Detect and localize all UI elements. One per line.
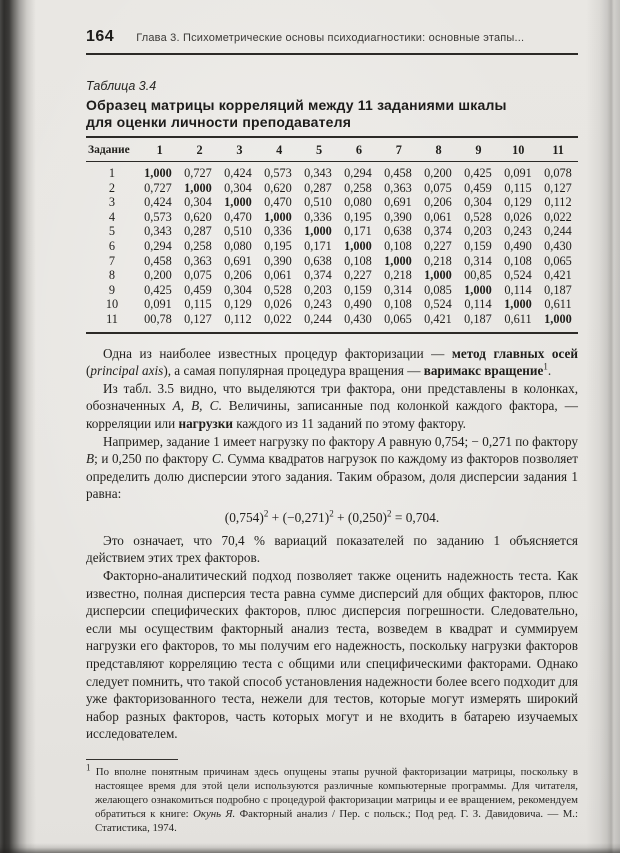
table-cell: 0,425 [144, 282, 172, 297]
book-spine-shadow [0, 0, 36, 853]
text-run: Окунь Я. [193, 807, 236, 820]
text-run: (0,754) [224, 509, 264, 525]
table-header-cell: 10 [512, 143, 525, 157]
table-cell: 0,203 [304, 282, 332, 297]
table-cell: 9 [108, 282, 116, 297]
text-run: По вполне понятным причинам здесь опущены этапы ручной факторизации матрицы, поскольку в настоящее время для этой цели используются различные компьютерные программы. Для читателя, желающего ознакомиться подробно с процедурой факторизации матрицы и ее вращением, рекомендуем обратиться к книге: [90, 766, 578, 820]
table-cell: 1,000 [384, 253, 412, 268]
table-header-row [86, 138, 578, 162]
table-row [86, 210, 578, 225]
text-run: Например, задание 1 имеет нагрузку по фактору [103, 433, 379, 449]
text-run: Одна из наиболее известных процедур факторизации — [103, 345, 452, 361]
table-cell: 0,620 [264, 180, 292, 195]
table-cell: 0,524 [504, 268, 532, 283]
text-run: Факторный анализ / Пер. с польск.; Под ред. Г. З. Давидовича. — М.: Статистика, 1974. [95, 807, 578, 834]
table-cell: 0,091 [144, 297, 172, 312]
table-cell: 0,243 [304, 297, 332, 312]
table-cell: 0,203 [464, 224, 492, 239]
table-row [86, 239, 578, 254]
table-cell: 1 [108, 166, 116, 180]
table-cell: 0,343 [304, 166, 332, 180]
table-cell: 0,510 [304, 195, 332, 210]
table-cell: 0,424 [224, 166, 252, 180]
table-cell: 0,115 [504, 180, 532, 195]
table-cell: 0,343 [144, 224, 172, 239]
table-cell: 0,390 [384, 209, 412, 224]
table-cell: 0,080 [344, 195, 372, 210]
text-run: А [378, 433, 387, 449]
table-cell: 0,187 [464, 311, 492, 326]
table-header-cell: 7 [395, 143, 402, 157]
paragraph [86, 380, 578, 433]
table-cell: 0,336 [264, 224, 292, 239]
table-row [86, 181, 578, 196]
table-cell: 0,421 [544, 268, 572, 283]
table-cell: 0,294 [344, 166, 372, 180]
paragraph [86, 532, 578, 567]
text-run: . [547, 363, 552, 379]
table-cell: 0,243 [504, 224, 532, 239]
footnote-divider [86, 759, 178, 760]
table-cell: 0,363 [184, 253, 212, 268]
text-run: Из табл. 3.5 видно, что выделяются три фактора, они представлены в колонках, обозначенных [86, 380, 578, 414]
text-run: метод главных осей [451, 345, 578, 361]
text-run: ), а самая популярная процедура вращения — [163, 363, 424, 379]
paragraph [86, 567, 578, 743]
table-cell: 0,470 [224, 209, 252, 224]
table-cell: 0,195 [264, 238, 292, 253]
table-cell: 0,115 [184, 297, 212, 312]
page-number: 164 [86, 28, 115, 45]
table-cell: 0,022 [544, 209, 572, 224]
table-cell: 0,304 [464, 195, 492, 210]
table-cell: 0,091 [504, 166, 532, 180]
text-run: равную 0,754; − 0,271 по фактору [386, 433, 578, 449]
page-content [86, 28, 578, 836]
table-cell: 0,075 [184, 268, 212, 283]
table-cell: 0,108 [384, 297, 412, 312]
table-cell: 3 [108, 195, 116, 210]
table-row [86, 297, 578, 312]
table-cell: 0,727 [184, 166, 212, 180]
table-header-cell: 5 [316, 143, 323, 157]
table-cell: 0,424 [144, 195, 172, 210]
table-cell: 0,195 [344, 209, 372, 224]
table-cell: 0,206 [424, 195, 452, 210]
table-cell: 0,287 [184, 224, 212, 239]
table-cell: 0,206 [224, 268, 252, 283]
table-cell: 1,000 [264, 209, 292, 224]
table-caption-block [86, 79, 578, 131]
table-cell: 0,459 [464, 180, 492, 195]
table-cell: 5 [108, 224, 116, 239]
text-run: + (−0,271) [268, 509, 330, 525]
table-cell: 0,528 [464, 209, 492, 224]
table-header-cell: 1 [156, 143, 163, 157]
table-cell: 0,573 [264, 166, 292, 180]
table-cell: 0,528 [264, 282, 292, 297]
table-cell: 6 [108, 238, 116, 253]
text-run: нагрузки [178, 415, 233, 431]
table-cell: 0,314 [464, 253, 492, 268]
table-cell: 4 [108, 209, 116, 224]
table-cell: 0,108 [344, 253, 372, 268]
table-cell: 0,065 [544, 253, 572, 268]
table-row [86, 312, 578, 327]
footnote-block [86, 759, 578, 836]
table-cell: 1,000 [464, 282, 492, 297]
table-cell: 0,620 [184, 209, 212, 224]
table-cell: 0,304 [224, 282, 252, 297]
text-run: варимакс вращение [423, 363, 544, 379]
text-run: С [211, 451, 221, 467]
table-cell: 0,510 [224, 224, 252, 239]
table-cell: 0,421 [424, 311, 452, 326]
table-row [86, 224, 578, 239]
table-cell: 0,022 [264, 311, 292, 326]
table-cell: 0,727 [144, 180, 172, 195]
table-row [86, 166, 578, 181]
table-cell: 0,114 [504, 282, 532, 297]
table-cell: 0,363 [384, 180, 412, 195]
table-cell: 0,425 [464, 166, 492, 180]
chapter-title: Глава 3. Психометрические основы психодиагностики: основные этапы... [136, 32, 525, 44]
paragraph [86, 433, 578, 503]
table-cell: 0,638 [304, 253, 332, 268]
table-cell: 0,374 [424, 224, 452, 239]
table-cell: 0,691 [224, 253, 252, 268]
table-cell: 0,061 [264, 268, 292, 283]
table-cell: 0,075 [424, 180, 452, 195]
text-run: + (0,250) [333, 509, 387, 525]
table-cell: 0,258 [184, 238, 212, 253]
table-cell: 0,244 [304, 311, 332, 326]
table-cell: 0,080 [224, 238, 252, 253]
table-cell: 0,258 [344, 180, 372, 195]
table-cell: 0,085 [424, 282, 452, 297]
running-head [86, 28, 578, 55]
table-row [86, 254, 578, 269]
text-run: каждого из 11 заданий по этому фактору. [232, 415, 466, 431]
text-run: В [86, 451, 95, 467]
table-cell: 0,108 [504, 253, 532, 268]
table-cell: 1,000 [504, 297, 532, 312]
table-cell: 0,244 [544, 224, 572, 239]
table-cell: 0,294 [144, 238, 172, 253]
table-cell: 1,000 [424, 268, 452, 283]
table-cell: 0,108 [384, 238, 412, 253]
text-run: 2 [386, 508, 392, 519]
table-cell: 0,112 [544, 195, 572, 210]
table-header-cell: Задание [88, 144, 130, 156]
table-cell: 0,171 [344, 224, 372, 239]
table-cell: 0,304 [224, 180, 252, 195]
table-cell: 1,000 [344, 238, 372, 253]
table-header-cell: 2 [196, 143, 203, 157]
body-text [86, 345, 578, 743]
page-edge-shadow [586, 0, 620, 853]
text-run: А, В, С [172, 398, 219, 414]
table-cell: 0,227 [424, 238, 452, 253]
table-caption-label: Таблица 3.4 [86, 79, 157, 93]
text-run: . Сумма квадратов нагрузок по каждому из факторов позволяет определить долю дисперсии этого задания. Таким образом, доля дисперсии задания 1 равна: [86, 451, 578, 502]
table-cell: 0,200 [144, 268, 172, 283]
table-header-cell: 3 [236, 143, 243, 157]
formula [86, 508, 578, 528]
table-cell: 0,611 [544, 297, 572, 312]
table-cell: 1,000 [144, 166, 172, 180]
table-cell: 8 [108, 268, 116, 283]
table-cell: 7 [108, 253, 116, 268]
table-title-line1: Образец матрицы корреляций между 11 заданиями шкалы [86, 97, 507, 113]
table-cell: 0,127 [544, 180, 572, 195]
table-cell: 0,218 [424, 253, 452, 268]
table-cell: 0,159 [464, 238, 492, 253]
table-row [86, 283, 578, 298]
text-run: ( [86, 363, 91, 379]
table-cell: 00,78 [144, 311, 172, 326]
table-row [86, 195, 578, 210]
text-run: ; и 0,250 по фактору [94, 451, 212, 467]
table-cell: 0,490 [344, 297, 372, 312]
table-cell: 0,459 [184, 282, 212, 297]
table-cell: 0,304 [184, 195, 212, 210]
table-cell: 0,336 [304, 209, 332, 224]
text-run: Это означает, что 70,4 % вариаций показателей по заданию 1 объясняется действием этих трех факторов. [86, 532, 578, 566]
text-run: = 0,704. [391, 509, 440, 525]
table-cell: 00,85 [464, 268, 492, 283]
table-header-cell: 4 [276, 143, 283, 157]
table-row [86, 268, 578, 283]
table-cell: 0,524 [424, 297, 452, 312]
table-cell: 1,000 [544, 311, 572, 326]
table-cell: 0,026 [264, 297, 292, 312]
text-run: 1 [543, 361, 548, 372]
table-cell: 0,611 [504, 311, 532, 326]
table-cell: 1,000 [304, 224, 332, 239]
table-cell: 0,200 [424, 166, 452, 180]
table-cell: 0,691 [384, 195, 412, 210]
table-cell: 0,430 [344, 311, 372, 326]
table-cell: 0,314 [384, 282, 412, 297]
table-cell: 0,458 [144, 253, 172, 268]
table-title-line2: для оценки личности преподавателя [86, 114, 352, 130]
paragraph [86, 345, 578, 380]
text-run: . Величины, записанные под колонкой каждого фактора, — корреляции или [86, 398, 578, 431]
table-cell: 0,065 [384, 311, 412, 326]
table-cell: 0,470 [264, 195, 292, 210]
table-cell: 0,187 [544, 282, 572, 297]
table-cell: 0,573 [144, 209, 172, 224]
table-cell: 0,129 [224, 297, 252, 312]
table-header-cell: 11 [552, 143, 564, 157]
text-run: principal axis [90, 363, 164, 379]
table-cell: 0,159 [344, 282, 372, 297]
table-cell: 0,638 [384, 224, 412, 239]
table-body [86, 162, 578, 332]
text-run: 2 [263, 508, 269, 519]
table-cell: 0,227 [344, 268, 372, 283]
table-header-cell: 8 [435, 143, 442, 157]
table-cell: 0,129 [504, 195, 532, 210]
text-run: Факторно-аналитический подход позволяет также оценить надежность теста. Как известно, полная дисперсия теста равна сумме дисперсий для общих факторов, плюс дисперсии специфических факторов, плюс дисперсия погрешности. Следовательно, если мы осуществим факторный анализ теста, возведем в квадрат и суммируем нагрузки его факторов, то мы получим его надежность, поскольку нагрузки факторов представляют корреляцию теста с общими или специфическими факторами. Однако следует помнить, что такой способ установления надежности более всего подходит для уже факторизованного теста, нежели для тестов, которые могут измерять широкий набор разных факторов, часть которых могут и не входить в батарею изучаемых исследователем. [86, 568, 578, 742]
table-header-cell: 6 [355, 143, 362, 157]
table-cell: 0,390 [264, 253, 292, 268]
table-cell: 0,112 [224, 311, 252, 326]
table-cell: 0,287 [304, 180, 332, 195]
table-cell: 0,374 [304, 268, 332, 283]
table-cell: 1,000 [224, 195, 252, 210]
table-cell: 0,078 [544, 166, 572, 180]
page-bottom-shadow [0, 843, 620, 853]
table-cell: 0,430 [544, 238, 572, 253]
text-run: 2 [329, 508, 334, 519]
correlation-table [86, 136, 578, 334]
table-cell: 0,061 [424, 209, 452, 224]
table-cell: 10 [105, 297, 119, 312]
table-cell: 0,171 [304, 238, 332, 253]
table-cell: 2 [108, 180, 116, 195]
table-cell: 11 [106, 311, 118, 326]
table-cell: 0,490 [504, 238, 532, 253]
table-header-cell: 9 [475, 143, 482, 157]
table-cell: 0,127 [184, 311, 212, 326]
footnote [86, 762, 578, 836]
text-run: 1 [86, 762, 91, 773]
table-cell: 0,458 [384, 166, 412, 180]
table-cell: 0,218 [384, 268, 412, 283]
table-cell: 0,026 [504, 209, 532, 224]
table-cell: 1,000 [184, 180, 212, 195]
table-cell: 0,114 [464, 297, 492, 312]
